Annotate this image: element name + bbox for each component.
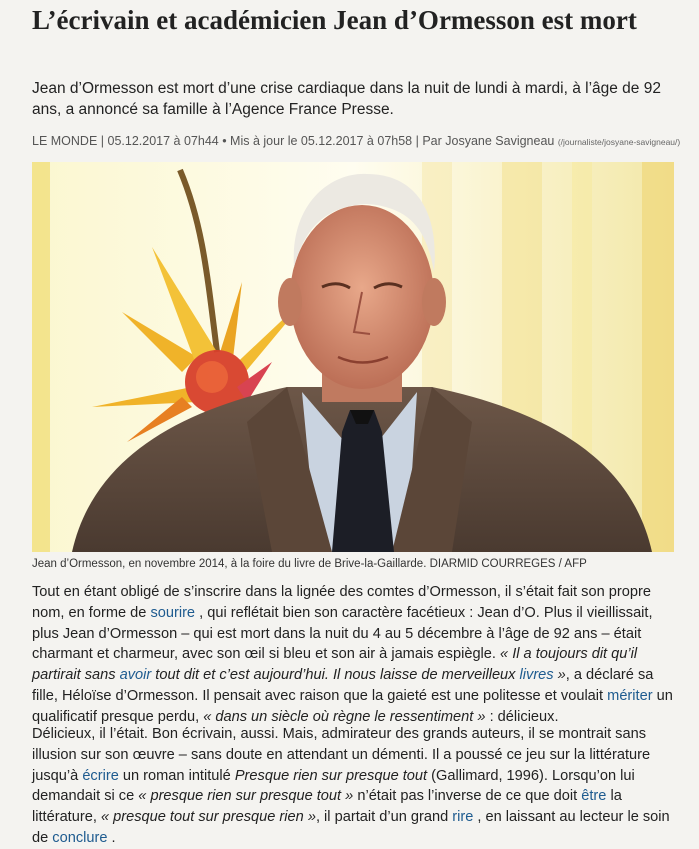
article-title: L’écrivain et académicien Jean d’Ormesson est mort	[32, 5, 637, 35]
link-meriter[interactable]: mériter	[607, 687, 653, 704]
byline-author-path: (/journaliste/josyane-savigneau/)	[557, 137, 681, 147]
p1-quote-4: « dans un siècle où règne le ressentiment »	[203, 708, 486, 725]
article-byline: LE MONDE | 05.12.2017 à 07h44 • Mis à jour le 05.12.2017 à 07h58 | Par Josyane Savigneau (/journaliste/josyane-savigneau/)	[32, 134, 681, 148]
p1-quote-2: tout dit et c’est aujourd’hui. Il nous laisse de merveilleux	[151, 667, 520, 684]
p2-quote-1: « presque rien sur presque tout »	[138, 788, 354, 805]
p2-text-5: la littérature,	[32, 788, 622, 826]
byline-updated: Mis à jour le 05.12.2017 à 07h58	[230, 134, 413, 148]
portrait-illustration	[32, 162, 674, 552]
p2-text-2: un roman intitulé	[118, 767, 235, 784]
p1-text-1: Tout en étant obligé de s’inscrire dans la lignée des comtes d’Ormesson, il s’était fait son propre nom, en forme de	[32, 584, 651, 621]
byline-author[interactable]: Par Josyane Savigneau	[422, 134, 555, 148]
article-photo	[32, 162, 674, 552]
p1-quote-1: « Il a toujours dit qu’il partirait sans	[32, 646, 638, 684]
article-paragraph-2	[32, 724, 682, 849]
byline-source: LE MONDE	[32, 134, 98, 148]
p1-quote-3: »	[553, 667, 566, 684]
link-etre[interactable]: être	[581, 788, 607, 805]
p2-text-7: , en laissant au lecteur le soin de	[32, 809, 670, 846]
link-rire[interactable]: rire	[452, 809, 474, 826]
link-avoir[interactable]: avoir	[119, 667, 152, 684]
p1-text-5: : délicieux.	[485, 708, 559, 725]
link-livres[interactable]: livres	[519, 667, 554, 684]
p1-text-4: un qualificatif presque perdu,	[32, 687, 673, 725]
photo-caption: Jean d’Ormesson, en novembre 2014, à la foire du livre de Brive-la-Gaillarde. DIARMID COURREGES / AFP	[32, 558, 587, 570]
p2-text-1: Délicieux, il l’était. Bon écrivain, aussi. Mais, admirateur des grands auteurs, il se montrait sans illusion sur son œuvre – sans doute en attendant un démenti. Il a poussé ce jeu sur la littérature jusqu’à	[32, 726, 651, 784]
p2-quote-2: « presque tout sur presque rien »	[100, 809, 316, 826]
link-ecrire[interactable]: écrire	[82, 767, 119, 784]
p1-text-2: , qui reflétait bien son caractère facétieux : Jean d’O. Plus il vieillissait, plus Jean d’Ormesson – qui est mort dans la nuit du 4 au 5 décembre à l’âge de 92 ans – était charmant et charmeur, avec son œil si bleu et son air à jamais espiègle.	[32, 604, 653, 663]
article-lead: Jean d’Ormesson est mort d’une crise cardiaque dans la nuit de lundi à mardi, à l’âge de 92 ans, a annoncé sa famille à l’Agence France Presse.	[32, 80, 661, 118]
p1-text-3: , a déclaré sa fille, Héloïse d’Ormesson. Il pensait avec raison que la gaieté est une politesse et voulait	[32, 667, 654, 704]
p2-text-4: n’était pas l’inverse de ce que doit	[353, 788, 582, 805]
book-title: Presque rien sur presque tout	[234, 767, 428, 784]
p2-text-8: .	[107, 829, 116, 846]
link-sourire[interactable]: sourire	[150, 604, 196, 621]
link-conclure[interactable]: conclure	[52, 829, 108, 846]
p2-text-3: (Gallimard, 1996). Lorsqu’on lui demandait si ce	[32, 767, 635, 805]
byline-published: 05.12.2017 à 07h44	[107, 134, 219, 148]
article-paragraph-1	[32, 582, 682, 728]
p2-text-6: , il partait d’un grand	[315, 809, 453, 826]
